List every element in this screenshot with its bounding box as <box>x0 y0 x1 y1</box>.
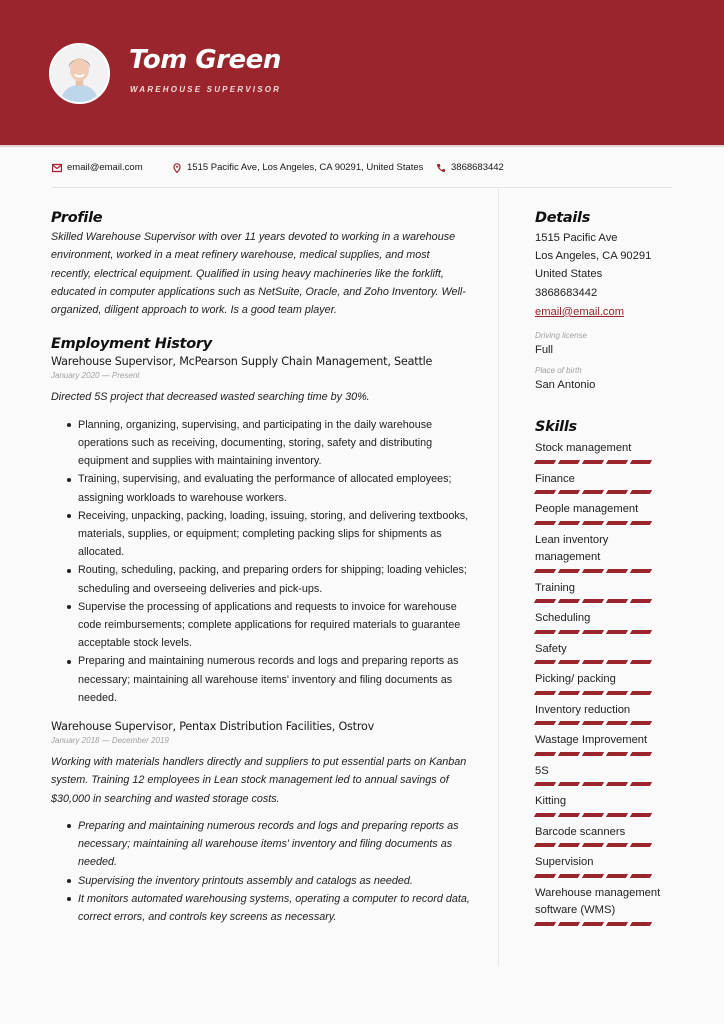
phone-icon <box>436 163 446 173</box>
skill-level-segment <box>582 721 604 725</box>
skill-level-segment <box>534 660 556 664</box>
skill-item <box>535 854 675 880</box>
skill-item <box>535 501 675 527</box>
skill-level-segment <box>558 874 580 878</box>
skill-level-segment <box>582 691 604 695</box>
contact-divider <box>52 187 672 188</box>
skill-level-segment <box>582 813 604 817</box>
skill-level-segment <box>630 569 652 573</box>
skill-level-segment <box>558 569 580 573</box>
skill-level-bar <box>535 921 675 928</box>
skill-level-segment <box>606 660 628 664</box>
skill-level-segment <box>582 599 604 603</box>
skill-item <box>535 793 675 819</box>
skill-level-segment <box>582 843 604 847</box>
job-bullets <box>51 416 471 707</box>
skill-level-segment <box>558 490 580 494</box>
skill-item <box>535 824 675 850</box>
skill-level-bar <box>535 690 675 697</box>
job-bullet: Routing, scheduling, packing, and preparing orders for shipping; loading vehicles; scheduling and overseeing deliveries and pick-ups. <box>78 561 471 597</box>
skill-level-segment <box>534 569 556 573</box>
skill-level-segment <box>534 721 556 725</box>
details-section <box>535 210 675 391</box>
skill-level-segment <box>534 490 556 494</box>
skill-level-segment <box>606 630 628 634</box>
skill-name: Warehouse management software (WMS) <box>535 886 661 917</box>
skills-heading: Skills <box>535 419 577 436</box>
place-of-birth-label: Place of birth <box>535 366 582 376</box>
column-divider <box>498 188 499 966</box>
job-bullet: Preparing and maintaining numerous records and logs and preparing reports as necessary; maintaining all warehouse items' inventory and filing documents as needed. <box>78 817 471 872</box>
skill-level-segment <box>558 460 580 464</box>
skill-level-bar <box>535 489 675 496</box>
skill-name: Barcode scanners <box>535 825 626 838</box>
skill-level-segment <box>582 569 604 573</box>
job-bullet: Preparing and maintaining numerous records and logs and preparing reports as necessary; maintaining all warehouse items' inventory and filing documents as needed. <box>78 652 471 707</box>
skill-item <box>535 732 675 758</box>
skill-name: Lean inventory management <box>535 533 609 564</box>
job-title: Warehouse Supervisor, Pentax Distribution Facilities, Ostrov <box>51 720 375 734</box>
skill-level-segment <box>558 630 580 634</box>
skill-level-segment <box>630 922 652 926</box>
job-bullet: Planning, organizing, supervising, and participating in the daily warehouse operations such as receiving, documenting, storing, safety and distributing equipment and supplies with maintaining inventory. <box>78 416 471 471</box>
candidate-job-title: WAREHOUSE SUPERVISOR <box>130 85 282 94</box>
skill-level-segment <box>606 460 628 464</box>
skill-item <box>535 532 675 575</box>
skill-level-segment <box>630 752 652 756</box>
skill-level-segment <box>582 782 604 786</box>
job-title: Warehouse Supervisor, McPearson Supply Chain Management, Seattle <box>51 355 433 369</box>
skill-level-segment <box>606 569 628 573</box>
job-bullet: Supervising the inventory printouts assembly and catalogs as needed. <box>78 872 471 890</box>
skill-level-bar <box>535 629 675 636</box>
skill-level-segment <box>630 813 652 817</box>
header-divider <box>0 145 724 147</box>
skill-level-segment <box>630 721 652 725</box>
skill-level-segment <box>558 782 580 786</box>
skill-level-segment <box>606 721 628 725</box>
skill-level-segment <box>630 490 652 494</box>
skill-name: Training <box>535 581 576 594</box>
skill-name: Picking/ packing <box>535 673 616 686</box>
skill-item <box>535 702 675 728</box>
skill-level-segment <box>558 922 580 926</box>
skill-level-segment <box>534 813 556 817</box>
skill-level-segment <box>630 874 652 878</box>
skill-level-segment <box>630 599 652 603</box>
skill-level-bar <box>535 751 675 758</box>
resume-header <box>0 0 724 145</box>
skill-level-segment <box>534 922 556 926</box>
contact-email-text: email@email.com <box>67 162 143 173</box>
skill-level-bar <box>535 842 675 849</box>
skill-level-segment <box>558 521 580 525</box>
skill-level-segment <box>534 599 556 603</box>
skill-level-segment <box>582 460 604 464</box>
skill-level-segment <box>606 599 628 603</box>
driving-license-value: Full <box>535 344 554 357</box>
skill-level-segment <box>630 843 652 847</box>
skill-level-segment <box>582 630 604 634</box>
profile-summary: Skilled Warehouse Supervisor with over 11 years devoted to working in a warehouse environment, worked in a meat refinery warehouse, medical supplies, and most recently, electrical equipment. Qualified in using heavy machineries like the forklift, educated in computer applications such as NetSuite, Oracle, and Zoho Inventory. Well-organized, diligent approach to work. Is a good team player. <box>51 231 466 317</box>
job-bullet: Receiving, unpacking, packing, loading, issuing, storing, and delivering textbooks, materials, supplies, or equipment; completing packing slips for shipments as allocated. <box>78 507 471 562</box>
skill-level-segment <box>582 660 604 664</box>
contact-email <box>52 162 143 173</box>
skill-level-segment <box>534 874 556 878</box>
skill-level-segment <box>606 490 628 494</box>
skill-level-segment <box>606 922 628 926</box>
job-bullet: Supervise the processing of applications and requests to invoice for warehouse code reimbursements; complete applications for required materials to guarantee acceptable stock levels. <box>78 598 471 653</box>
skill-name: Inventory reduction <box>535 703 631 716</box>
sidebar-column <box>535 210 675 928</box>
skill-level-segment <box>558 599 580 603</box>
skill-level-segment <box>582 752 604 756</box>
envelope-icon <box>52 163 62 173</box>
skill-item <box>535 580 675 606</box>
skill-level-segment <box>534 460 556 464</box>
details-heading: Details <box>535 210 591 226</box>
skill-level-segment <box>558 813 580 817</box>
skill-level-bar <box>535 720 675 727</box>
skills-list <box>535 440 675 928</box>
contact-phone <box>436 162 504 173</box>
contact-address <box>172 162 423 173</box>
job-bullet: It monitors automated warehousing systems, operating a computer to record data, correct errors, and controls key screens as necessary. <box>78 890 471 926</box>
skill-level-segment <box>630 460 652 464</box>
employment-section <box>51 336 471 926</box>
skill-level-bar <box>535 812 675 819</box>
job-bullets <box>51 817 471 926</box>
skill-item <box>535 610 675 636</box>
contact-address-text: 1515 Pacific Ave, Los Angeles, CA 90291, United States <box>187 162 424 173</box>
skill-item <box>535 763 675 789</box>
skill-item <box>535 885 675 928</box>
skill-level-segment <box>606 691 628 695</box>
skill-level-segment <box>606 874 628 878</box>
profile-photo <box>49 43 110 104</box>
skill-level-segment <box>630 630 652 634</box>
skill-level-segment <box>582 490 604 494</box>
skill-level-segment <box>630 782 652 786</box>
details-email-link[interactable]: email@email.com <box>535 305 625 318</box>
main-column <box>51 210 471 926</box>
profile-section <box>51 210 471 319</box>
skill-name: Scheduling <box>535 612 591 625</box>
skill-level-segment <box>558 721 580 725</box>
skill-name: People management <box>535 503 639 516</box>
skill-level-segment <box>534 752 556 756</box>
job-entry <box>51 720 471 926</box>
skill-level-bar <box>535 659 675 666</box>
map-pin-icon <box>172 163 182 173</box>
skill-name: Wastage Improvement <box>535 734 648 747</box>
details-country: United States <box>535 268 603 281</box>
skill-level-segment <box>630 660 652 664</box>
skills-section <box>535 419 675 928</box>
details-address-line1: 1515 Pacific Ave <box>535 232 618 244</box>
employment-heading: Employment History <box>51 336 212 353</box>
skill-level-segment <box>606 843 628 847</box>
person-photo-icon <box>51 45 108 102</box>
skill-item <box>535 671 675 697</box>
skill-name: Kitting <box>535 795 567 808</box>
job-summary: Directed 5S project that decreased wasted searching time by 30%. <box>51 391 370 404</box>
skill-level-segment <box>534 691 556 695</box>
skill-level-segment <box>630 691 652 695</box>
job-bullet: Training, supervising, and evaluating the performance of allocated employees; assigning workloads to warehouse workers. <box>78 470 471 506</box>
skill-name: Stock management <box>535 442 632 455</box>
skill-level-bar <box>535 598 675 605</box>
skill-level-segment <box>558 752 580 756</box>
skill-level-segment <box>558 691 580 695</box>
skill-level-bar <box>535 873 675 880</box>
skill-name: Finance <box>535 472 575 485</box>
details-phone: 3868683442 <box>535 286 598 299</box>
place-of-birth-value: San Antonio <box>535 379 596 392</box>
skill-level-segment <box>606 813 628 817</box>
skill-level-bar <box>535 781 675 788</box>
skill-level-bar <box>535 520 675 527</box>
job-summary: Working with materials handlers directly and suppliers to put essential parts on Kanban system. Training 12 employees in Lean stock management led to annual savings of $30,000 in searching and wasted storage costs. <box>51 756 467 805</box>
skill-level-bar <box>535 459 675 466</box>
job-dates: January 2020 — Present <box>51 371 140 381</box>
skill-level-segment <box>534 630 556 634</box>
skill-name: Supervision <box>535 856 594 869</box>
skill-level-segment <box>558 843 580 847</box>
profile-heading: Profile <box>51 210 103 226</box>
skill-level-bar <box>535 568 675 575</box>
skill-level-segment <box>534 843 556 847</box>
contact-phone-text: 3868683442 <box>451 162 504 173</box>
skill-level-segment <box>534 521 556 525</box>
job-entry <box>51 355 471 707</box>
details-address-line2: Los Angeles, CA 90291 <box>535 250 652 263</box>
skill-name: 5S <box>535 764 549 777</box>
skill-item <box>535 440 675 466</box>
skill-level-segment <box>606 752 628 756</box>
skill-level-segment <box>582 521 604 525</box>
skill-item <box>535 641 675 667</box>
driving-license-label: Driving license <box>535 331 588 341</box>
job-dates: January 2018 — December 2019 <box>51 736 169 746</box>
skill-level-segment <box>558 660 580 664</box>
skill-level-segment <box>582 874 604 878</box>
skill-level-segment <box>606 782 628 786</box>
skill-item <box>535 471 675 497</box>
skill-level-segment <box>582 922 604 926</box>
skill-name: Safety <box>535 642 567 655</box>
candidate-name: Tom Green <box>129 45 281 75</box>
skill-level-segment <box>630 521 652 525</box>
skill-level-segment <box>606 521 628 525</box>
skill-level-segment <box>534 782 556 786</box>
